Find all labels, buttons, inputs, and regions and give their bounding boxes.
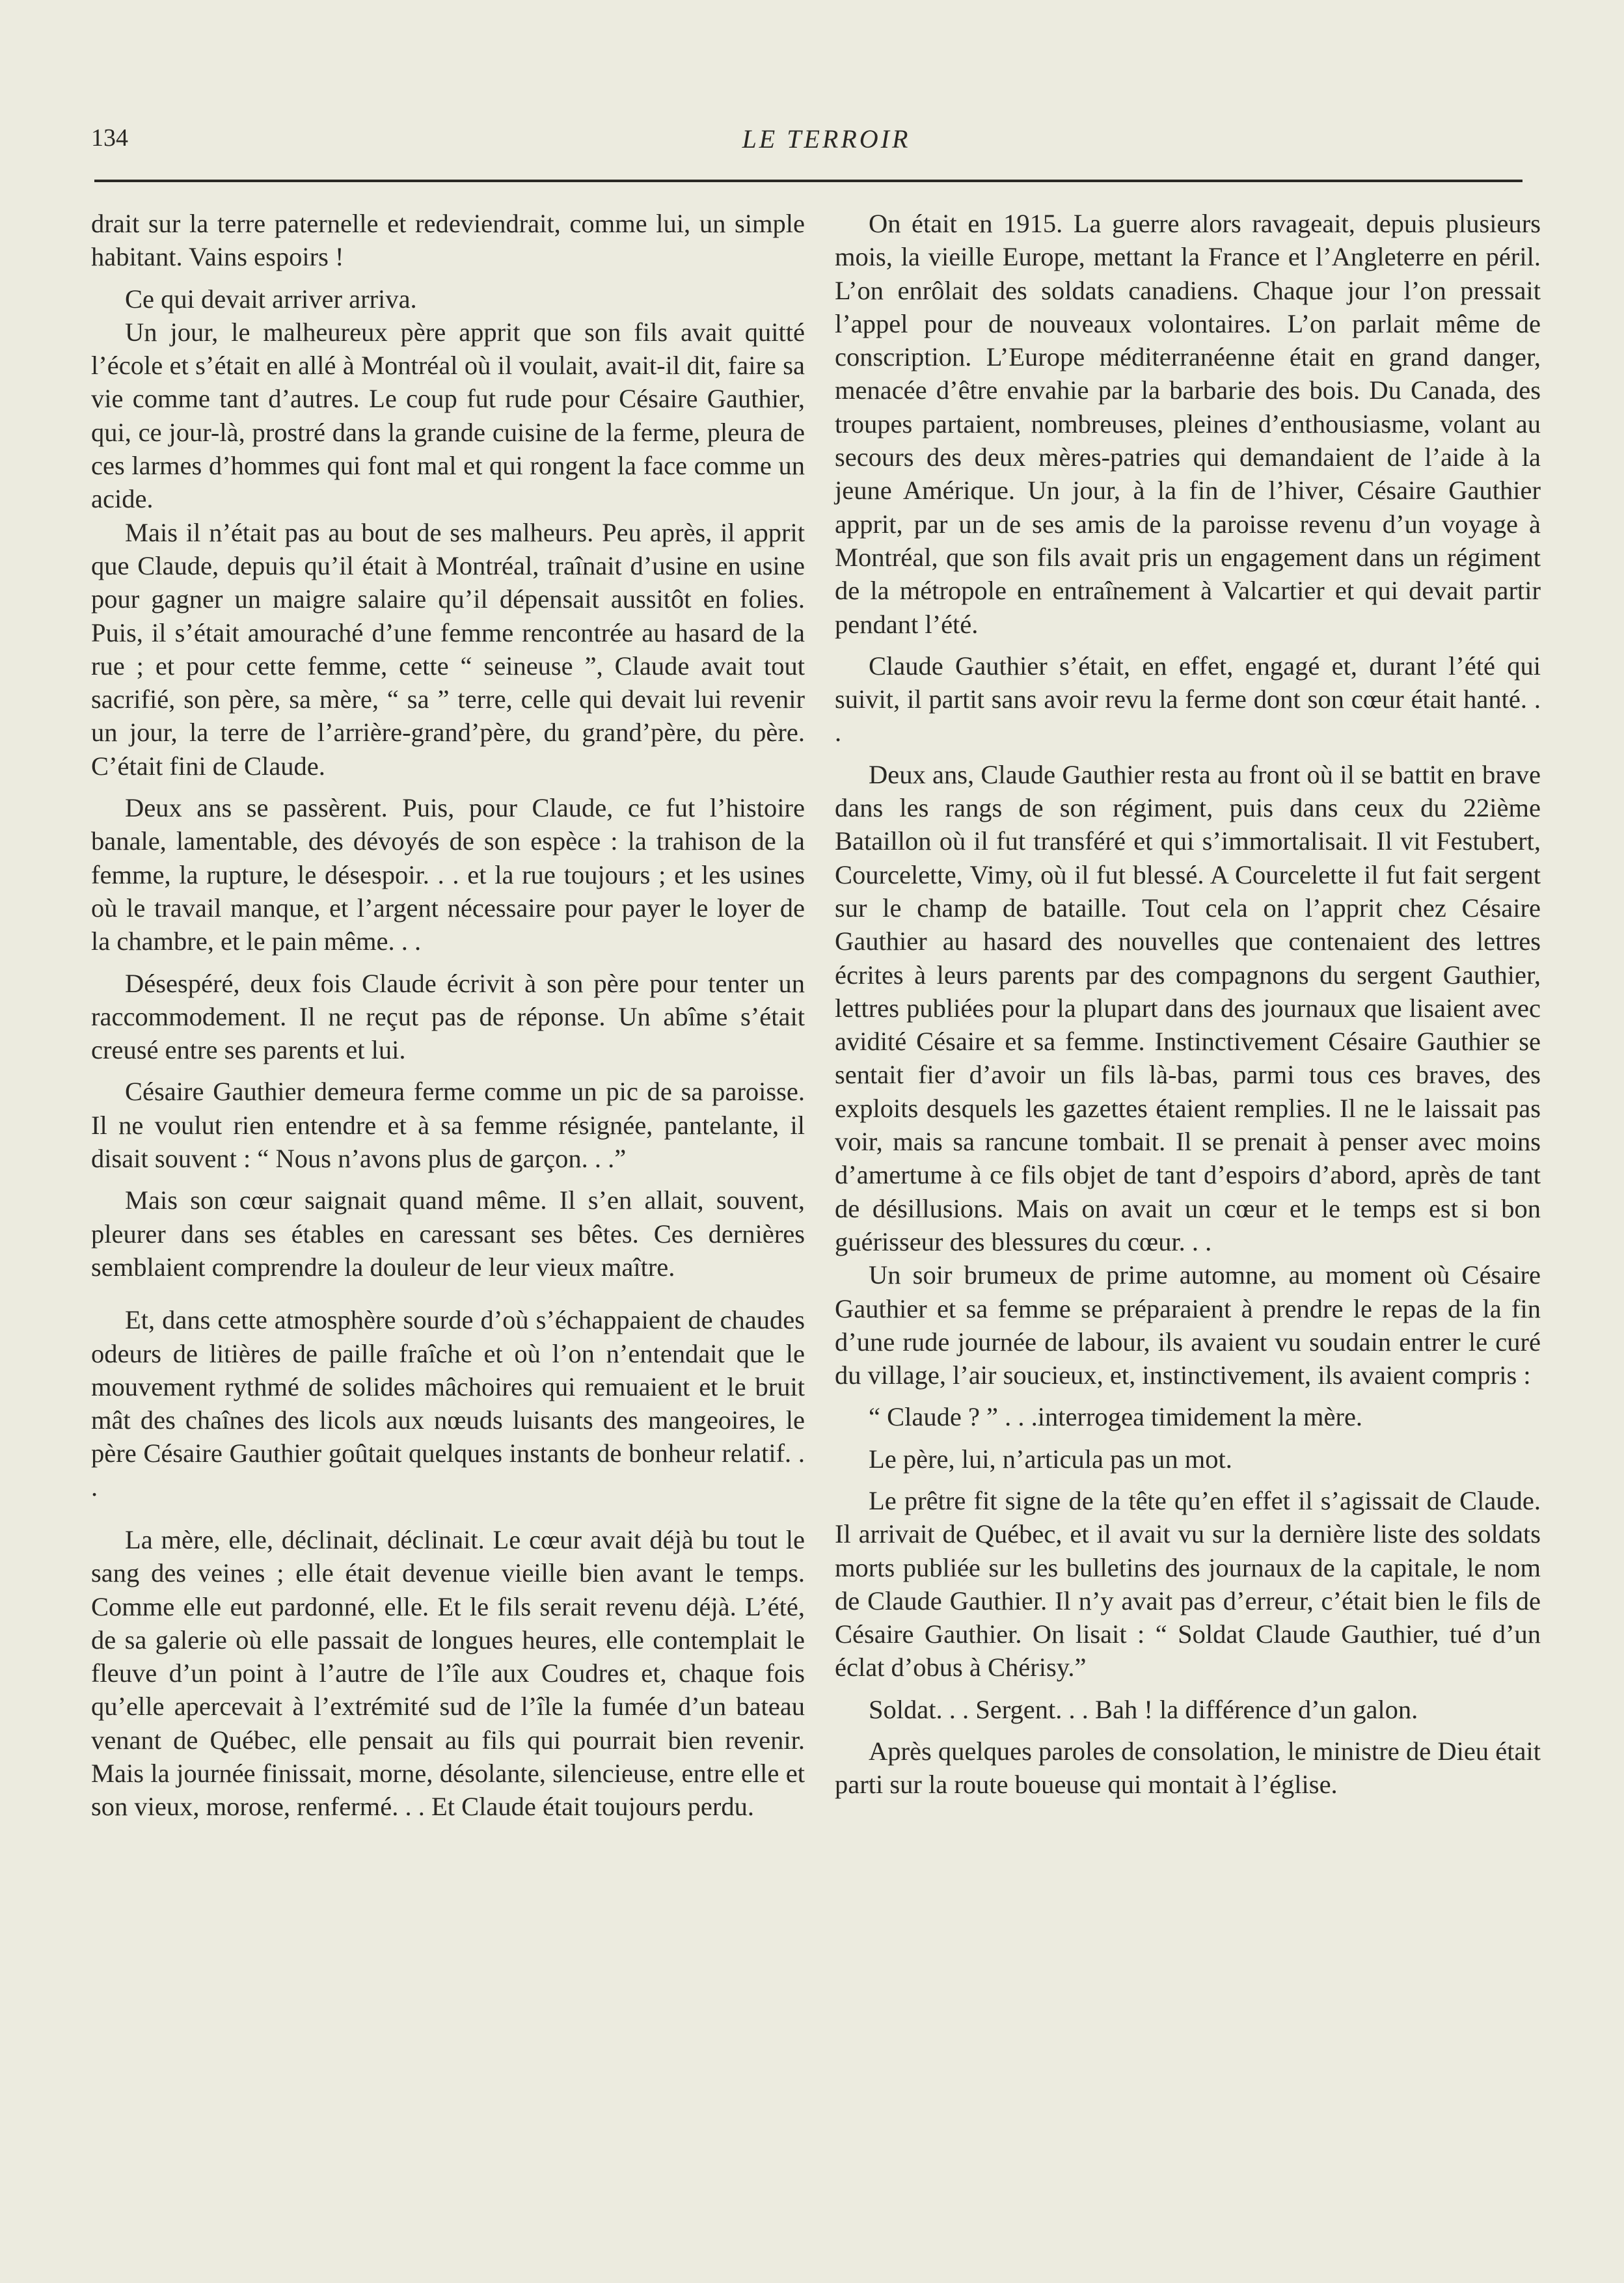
paragraph: Soldat. . . Sergent. . . Bah ! la différence d’un galon.: [869, 1694, 1418, 1724]
paragraph: Un jour, le malheureux père apprit que son fils avait quitté l’école et s’était en allé à Montréal où il voulait, avait-il dit, faire sa vie comme tant d’autres. Le coup fut rude pour Césaire Gauthier, qui, ce jour-là, prostré dans la grande cuisine de la ferme, pleura de ces larmes d’hommes qui font mal et qui rongent la face comme un acide.: [91, 317, 805, 514]
paragraph: Désespéré, deux fois Claude écrivit à son père pour tenter un raccommodement. Il ne reçut pas de réponse. Un abîme s’était creusé entre ses parents et lui.: [91, 968, 805, 1065]
paragraph: Césaire Gauthier demeura ferme comme un pic de sa paroisse. Il ne voulut rien entendre et à sa femme résignée, pantelante, il disait souvent : “ Nous n’avons plus de garçon. . .”: [91, 1077, 805, 1174]
paragraph: Le père, lui, n’articula pas un mot.: [869, 1444, 1232, 1474]
paragraph: Deux ans, Claude Gauthier resta au front où il se battit en brave dans les rangs de son régiment, puis dans ceux du 22ième Bataillon où il fut transféré et qui s’immortalisait. Il vit Festubert, Courcelette, Vimy, où il fut blessé. A Courcelette il fut fait sergent sur le champ de bataille. Tout cela on l’apprit chez Césaire Gauthier au hasard des nouvelles que contenaient des lettres écrites à leurs parents par des compagnons du sergent Gauthier, lettres publiées pour la plupart dans des journaux que lisaient avec avidité Césaire et sa femme. Instinctivement Césaire Gauthier se sentait fier d’avoir un fils là-bas, parmi tous ces braves, des exploits desquels les gazettes étaient remplies. Il ne le laissait pas voir, mais sa rancune tombait. Il se prenait à penser avec moins d’amertume à ce fils objet de tant d’espoirs d’abord, après de tant de désillusions. Mais on avait un cœur et le temps est si bon guérisseur des blessures du cœur. . .: [835, 759, 1541, 1256]
paragraph: La mère, elle, déclinait, déclinait. Le cœur avait déjà bu tout le sang des veines ; elle était devenue vieille bien avant le temps. Comme elle eut pardonné, elle. Et le fils serait revenu déjà. L’été, de sa galerie où elle passait de longues heures, elle contemplait le fleuve d’un point à l’autre de l’île aux Coudres et, chaque fois qu’elle apercevait à l’extrémité sud de l’île la fumée d’un bateau venant de Québec, elle pensait au fils qui pourrait bien revenir. Mais la journée finissait, morne, désolante, silencieuse, entre elle et son vieux, morose, renfermé. . . Et Claude était toujours perdu.: [91, 1524, 805, 1822]
running-title: LE TERROIR: [742, 124, 911, 154]
paragraph: “ Claude ? ” . . .interrogea timidement la mère.: [869, 1402, 1363, 1432]
paragraph: Un soir brumeux de prime automne, au moment où Césaire Gauthier et sa femme se préparaient à prendre le repas de la fin d’une rude journée de labour, ils avaient vu soudain entrer le curé du village, l’air soucieux, et, instinctivement, ils avaient compris :: [835, 1260, 1541, 1390]
paragraph: Mais son cœur saignait quand même. Il s’en allait, souvent, pleurer dans ses étables en caressant ses bêtes. Ces dernières semblaient comprendre la douleur de leur vieux maître.: [91, 1185, 805, 1282]
paragraph: Et, dans cette atmosphère sourde d’où s’échappaient de chaudes odeurs de litières de paille fraîche et où l’on n’entendait que le mouvement rythmé de solides mâchoires qui remuaient et le bruit mât des chaînes des licols aux nœuds luisants des mangeoires, le père Césaire Gauthier goûtait quelques instants de bonheur relatif. . .: [91, 1305, 805, 1502]
paragraph: Après quelques paroles de consolation, le ministre de Dieu était parti sur la route boueuse qui montait à l’église.: [835, 1736, 1541, 1800]
paragraph: Ce qui devait arriver arriva.: [125, 284, 417, 314]
paragraph: Mais il n’était pas au bout de ses malheurs. Peu après, il apprit que Claude, depuis qu’il était à Montréal, traînait d’usine en usine pour gagner un maigre salaire qu’il dépensait aussitôt en folies. Puis, il s’était amouraché d’une femme rencontrée au hasard de la rue ; et pour cette femme, cette “ seineuse ”, Claude avait tout sacrifié, son père, sa mère, “ sa ” terre, celle qui devait lui revenir un jour, la terre de l’arrière-grand’père, du grand’père, du père. C’était fini de Claude.: [91, 517, 805, 781]
left-column: [91, 207, 805, 1832]
right-column: [835, 207, 1541, 1810]
paragraph: Claude Gauthier s’était, en effet, engagé et, durant l’été qui suivit, il partit sans avoir revu la ferme dont son cœur était hanté. . .: [835, 651, 1541, 748]
page-number: 134: [91, 124, 128, 152]
page-header: [91, 124, 1522, 163]
paragraph: On était en 1915. La guerre alors ravageait, depuis plusieurs mois, la vieille Europe, mettant la France et l’Angleterre en péril. L’on enrôlait des soldats canadiens. Chaque jour l’on pressait l’appel pour de nouveaux volontaires. L’on parlait même de conscription. L’Europe méditerranéenne était en grand danger, menacée d’être envahie par la barbarie des bois. Du Canada, des troupes partaient, nombreuses, pleines d’enthousiasme, volant au secours des deux mères-patries qui demandaient de l’aide à la jeune Amérique. Un jour, à la fin de l’hiver, Césaire Gauthier apprit, par un de ses amis de la paroisse revenu d’un voyage à Montréal, que son fils avait pris un engagement dans un régiment de la métropole en entraînement à Valcartier et qui devait partir pendant l’été.: [835, 209, 1541, 639]
header-rule: [94, 180, 1522, 182]
paragraph: Deux ans se passèrent. Puis, pour Claude, ce fut l’histoire banale, lamentable, des dévoyés de son espèce : la trahison de la femme, la rupture, le désespoir. . . et la rue toujours ; et les usines où le travail manque, et l’argent nécessaire pour payer le loyer de la chambre, et le pain même. . .: [91, 793, 805, 956]
paragraph: Le prêtre fit signe de la tête qu’en effet il s’agissait de Claude. Il arrivait de Québec, et il avait vu sur la dernière liste des soldats morts publiée sur les bulletins des journaux de la capitale, le nom de Claude Gauthier. Il n’y avait pas d’erreur, c’était bien le fils de Césaire Gauthier. On lisait : “ Soldat Claude Gauthier, tué d’un éclat d’obus à Chérisy.”: [835, 1485, 1541, 1682]
paragraph: drait sur la terre paternelle et redeviendrait, comme lui, un simple habitant. Vains espoirs !: [91, 209, 805, 272]
